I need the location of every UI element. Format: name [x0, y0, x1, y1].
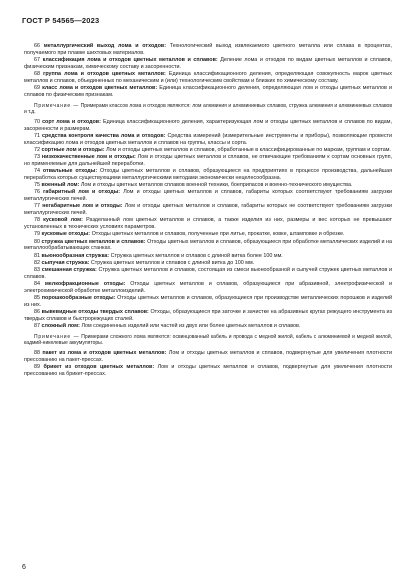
term-entry	[24, 309, 392, 323]
term-name: военный лом:	[41, 182, 80, 189]
term-definition: Отходы цветных металлов и сплавов, образующиеся на предприятиях в процессе производства, дальнейшая переработка которых существующими металлургическими методами экономически нецелесообразна.	[24, 168, 393, 181]
term-entry	[24, 168, 392, 182]
term-entry	[24, 133, 392, 147]
term-name: порошкообразные отходы:	[41, 295, 116, 302]
term-definition: Стружка цветных металлов и сплавов с длиной витка до 100 мм.	[90, 259, 255, 266]
term-entry	[24, 217, 392, 231]
term-name: сложный лом:	[41, 323, 80, 330]
term-number: 67	[34, 57, 40, 63]
term-number: 88	[34, 350, 40, 357]
term-number: 79	[34, 231, 40, 238]
term-entry	[24, 85, 392, 99]
term-entry	[24, 281, 392, 295]
term-entry	[24, 350, 392, 364]
term-definition: Лом и отходы цветных металлов и сплавов, габариты которых соответствуют требованиям загрузки металлургических печей.	[24, 189, 392, 203]
term-definition: Разделанный лом цветных металлов и сплавов, а также изделия из них, размеры и вес которых не превышают установленных в технических условиях параметров.	[24, 217, 393, 231]
term-number: 66	[34, 43, 40, 49]
term-entry	[24, 364, 392, 378]
term-entry	[24, 323, 392, 330]
term-definition: Лом и отходы цветных металлов и сплавов, габариты которых не соответствуют требованиям загрузки металлургических печей.	[24, 203, 392, 217]
term-name: низкокачественные лом и отходы:	[41, 154, 136, 161]
term-number: 89	[34, 364, 40, 371]
term-entry	[24, 295, 392, 309]
term-definition: Отходы цветных металлов и сплавов, образующиеся при производстве металлических порошков и изделий из них.	[24, 295, 393, 308]
term-number: 81	[34, 252, 40, 259]
term-name: классификация лома и отходов цветных металлов и сплавов:	[42, 57, 218, 63]
term-number: 70	[34, 118, 40, 125]
term-name: вывевидные отходы твердых сплавов:	[41, 309, 149, 316]
term-number: 86	[34, 309, 40, 316]
term-name: класс лома и отходов цветных металлов:	[42, 85, 158, 91]
term-number: 71	[34, 132, 40, 139]
term-definition: Лом и отходы цветных металлов сплавов военной техники, боеприпасов и военно-технического имущества.	[80, 182, 353, 189]
term-definition: Стружка цветных металлов и сплавов, состоящая из смеси вьюнообразной и сыпучей стружек цветных металлов и сплавов.	[24, 267, 392, 280]
term-entry	[24, 253, 392, 260]
term-entry	[24, 57, 392, 71]
term-definition: Деление лома и отходов по видам цветных металлов и сплавов, физическим признакам, химическому составу и засоренности.	[24, 57, 393, 70]
term-definition: Отходы цветных металлов и сплавов, полученные при литье, прокатке, ковке, штамповке и обрезке.	[91, 231, 345, 238]
document-body	[24, 43, 392, 378]
note-text: Примерами сложного лома являются: освинцованный кабель и провода с медной жилой, кабель с алюминиевой и медной жилой, кадмий-никелевые аккумуляторы.	[24, 333, 392, 347]
term-number: 72	[34, 146, 40, 153]
term-name: сыпучая стружка:	[41, 259, 90, 266]
term-name: кусковые отходы:	[41, 231, 91, 238]
term-definition: Единица классификационного деления, определяющая совокупность марок цветных металлов и сплавов, объединенных по механическим и (или) технологическим свойствам и близких по химическому составу.	[24, 71, 392, 84]
term-entry	[24, 267, 392, 281]
term-number: 78	[34, 217, 40, 224]
term-entry	[24, 203, 392, 217]
term-number: 80	[34, 238, 40, 245]
term-definition: Единица классификационного деления, определяющая лом и отходы цветных металлов и сплавов по физическим признакам.	[24, 85, 393, 98]
term-definition: Средства измерений (измерительные инструменты и приборы), позволяющие провести классификацию лома и отходов цветных металлов и сплавов на группы, классы и сорта.	[24, 132, 393, 146]
term-definition: Лом и отходы цветных металлов и сплавов, подвергнутые для увеличения плотности прессованию на брикет-прессах.	[24, 364, 392, 378]
note-label: Примечание —	[34, 333, 80, 340]
term-entry	[24, 43, 392, 57]
note-label: Примечание —	[34, 102, 80, 109]
note-paragraph	[24, 103, 392, 115]
term-number: 77	[34, 203, 40, 210]
term-number: 68	[34, 71, 40, 77]
term-name: сортные лом и отходы:	[41, 146, 105, 153]
term-definition: Отходы цветных металлов и сплавов, образующиеся при абразивной, электрофизической и электрохимической обработке металлоизделий.	[24, 281, 393, 294]
term-definition: Лом и отходы цветных металлов и сплавов, не отвечающие требованиям к сортам основных групп, но применяемые для дальнейшей переработки.	[24, 154, 392, 167]
term-entry	[24, 189, 392, 203]
term-number: 87	[34, 323, 40, 330]
document-header: ГОСТ Р 54565—2023	[22, 16, 100, 25]
term-name: сорт лома и отходов:	[42, 118, 101, 125]
term-name: стружка цветных металлов и сплавов:	[41, 238, 146, 245]
term-number: 83	[34, 267, 40, 274]
term-number: 75	[34, 182, 40, 189]
term-name: брикет из отходов цветных металлов:	[43, 364, 155, 371]
note-text: Примерами классов лома и отходов являются: лом алюминия и алюминиевых сплавов, стружка алюминия и алюминиевых сплавов и т.д.	[24, 102, 392, 115]
term-definition: Стружка цветных металлов и сплавов с длиной витка более 100 мм.	[110, 252, 283, 259]
page-number: 6	[22, 564, 26, 571]
term-name: негабаритные лом и отходы:	[42, 203, 123, 210]
term-entry	[24, 154, 392, 168]
term-entry	[24, 119, 392, 133]
term-name: пакет из лома и отходов цветных металлов:	[42, 350, 167, 357]
term-number: 74	[34, 168, 40, 175]
term-entry	[24, 147, 392, 154]
term-name: габаритный лом и отходы:	[43, 189, 121, 196]
term-entry	[24, 71, 392, 85]
term-name: металлургический выход лома и отходов:	[43, 43, 166, 49]
term-definition: Лом и отходы цветных металлов и сплавов, подвергнутые для увеличения плотности прессованию на пакет-прессах.	[24, 350, 392, 364]
term-name: мелкофракционные отходы:	[44, 281, 126, 288]
term-definition: Лом и отходы цветных металлов и сплавов, обработанные в классифицированные по маркам, группам и сортам.	[106, 146, 391, 153]
note-paragraph	[24, 334, 392, 346]
term-definition: Отходы, образующиеся при заточке и зачистке на абразивных кругах режущего инструмента из твердых сплавов и быстрорежущих сталей.	[24, 309, 392, 322]
term-name: смешанная стружка:	[41, 267, 97, 274]
term-number: 85	[34, 295, 40, 302]
term-name: отвальные отходы:	[42, 168, 98, 175]
term-number: 84	[34, 281, 40, 288]
term-definition: Единица классификационного деления, характеризующая лом и отходы цветных металлов и сплавов по видам, засоренности и размерам.	[24, 118, 392, 132]
term-definition: Лом соединенных изделий или частей из двух или более цветных металлов и сплавов.	[81, 323, 301, 330]
term-entry	[24, 260, 392, 267]
term-name: группа лома и отходов цветных металлов:	[43, 71, 166, 77]
term-name: средства контроля качества лома и отходов:	[42, 132, 166, 139]
term-number: 76	[34, 189, 40, 196]
term-definition: Технологический выход извлекаемого цветного металла или сплава в процентах, получаемого при плавке шихтовых материалов.	[24, 43, 393, 56]
term-entry	[24, 182, 392, 189]
term-name: вьюнообразная стружка:	[41, 252, 110, 259]
term-number: 82	[34, 259, 40, 266]
term-entry	[24, 239, 392, 253]
term-name: кусковой лом:	[43, 217, 83, 224]
term-definition: Отходы цветных металлов и сплавов, образующиеся при обработке металлических изделий и на металлообрабатывающих станках.	[24, 238, 392, 252]
term-number: 73	[34, 154, 40, 161]
term-entry	[24, 231, 392, 238]
term-number: 69	[34, 85, 40, 91]
